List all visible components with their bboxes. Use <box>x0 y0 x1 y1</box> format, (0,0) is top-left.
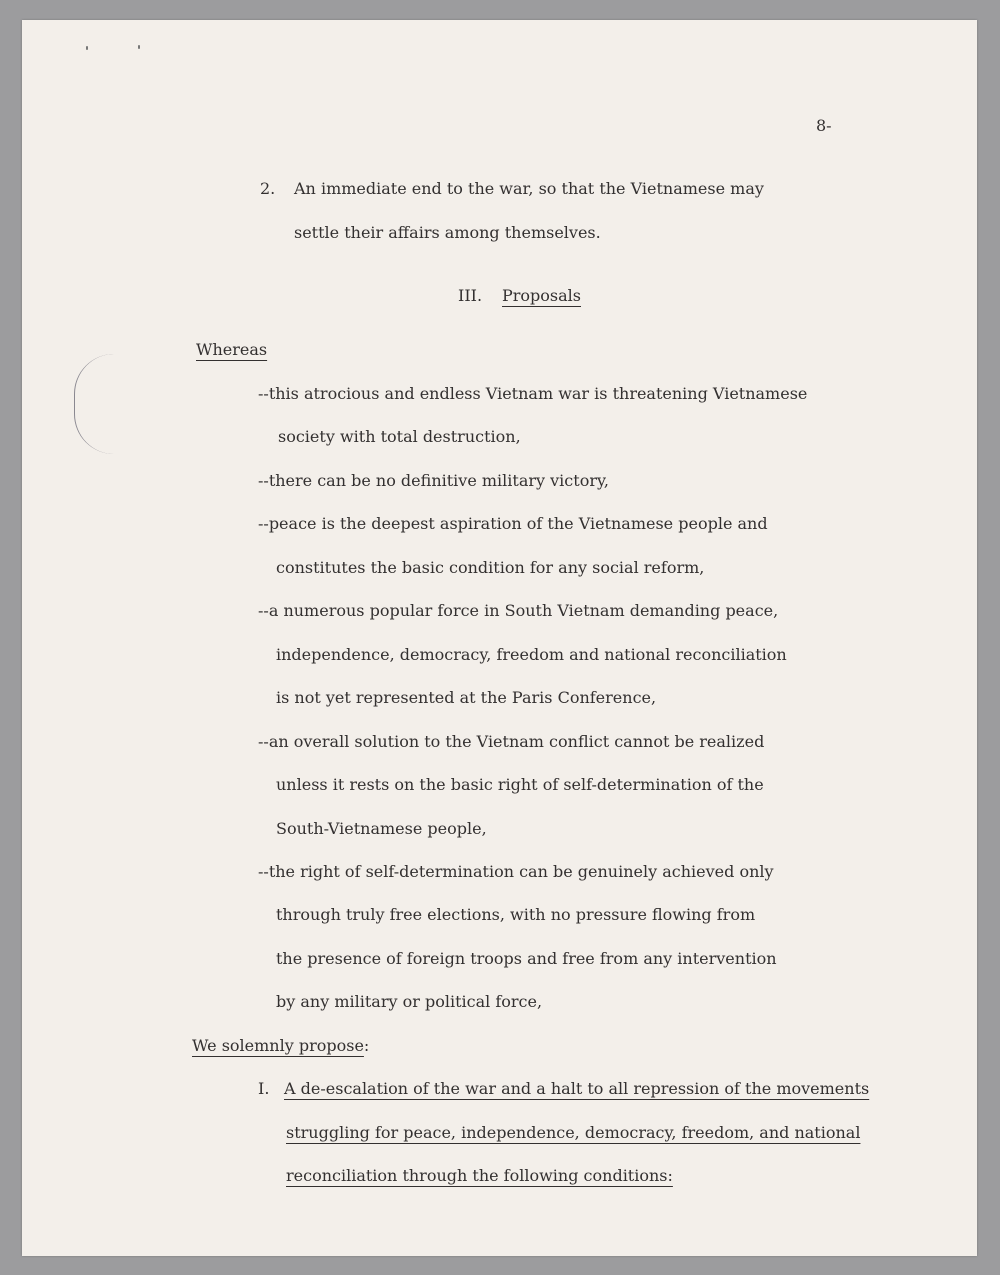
item-2-label: 2. <box>260 179 276 198</box>
clause-line: --a numerous popular force in South Vietnam demanding peace, <box>258 601 779 620</box>
item-I-label: I. <box>258 1079 270 1098</box>
item-I-line-2: struggling for peace, independence, democracy, freedom, and national <box>286 1123 861 1142</box>
clause-line: society with total destruction, <box>278 427 521 446</box>
clause-line: constitutes the basic condition for any social reform, <box>276 558 705 577</box>
item-2-line-2: settle their affairs among themselves. <box>294 223 601 242</box>
clause-line: unless it rests on the basic right of self-determination of the <box>276 775 764 794</box>
paper-speck <box>138 45 140 49</box>
clause-line: --this atrocious and endless Vietnam war is threatening Vietnamese <box>258 384 808 403</box>
clause-line: by any military or political force, <box>276 992 543 1011</box>
clause-line: through truly free elections, with no pressure flowing from <box>276 905 756 924</box>
item-I-line-3 <box>286 1166 673 1186</box>
clause-line: the presence of foreign troops and free from any intervention <box>276 949 777 968</box>
section-numeral: III. <box>458 286 483 305</box>
propose-colon: : <box>363 1036 370 1055</box>
clause-line: is not yet represented at the Paris Conference, <box>276 688 657 707</box>
item-I-colon: : <box>667 1166 673 1185</box>
document-page <box>22 20 977 1256</box>
item-I-line-1: A de-escalation of the war and a halt to all repression of the movements <box>284 1079 870 1098</box>
clause-line: --the right of self-determination can be genuinely achieved only <box>258 862 774 881</box>
item-2-line-1: An immediate end to the war, so that the Vietnamese may <box>294 179 764 198</box>
paper-speck <box>86 46 88 50</box>
clause-line: South-Vietnamese people, <box>276 819 487 838</box>
clause-line: --an overall solution to the Vietnam conflict cannot be realized <box>258 732 765 751</box>
handwritten-bracket-mark <box>74 354 115 454</box>
clause-line: independence, democracy, freedom and national reconciliation <box>276 645 787 664</box>
whereas-heading: Whereas <box>196 340 268 359</box>
page-number: 8- <box>816 116 832 135</box>
section-title: Proposals <box>502 286 581 305</box>
propose-heading <box>192 1036 369 1056</box>
clause-line: --peace is the deepest aspiration of the Vietnamese people and <box>258 514 768 533</box>
item-I-line-3-text: reconciliation through the following conditions <box>286 1166 668 1185</box>
clause-line: --there can be no definitive military victory, <box>258 471 609 490</box>
propose-text: We solemnly propose <box>192 1036 364 1055</box>
